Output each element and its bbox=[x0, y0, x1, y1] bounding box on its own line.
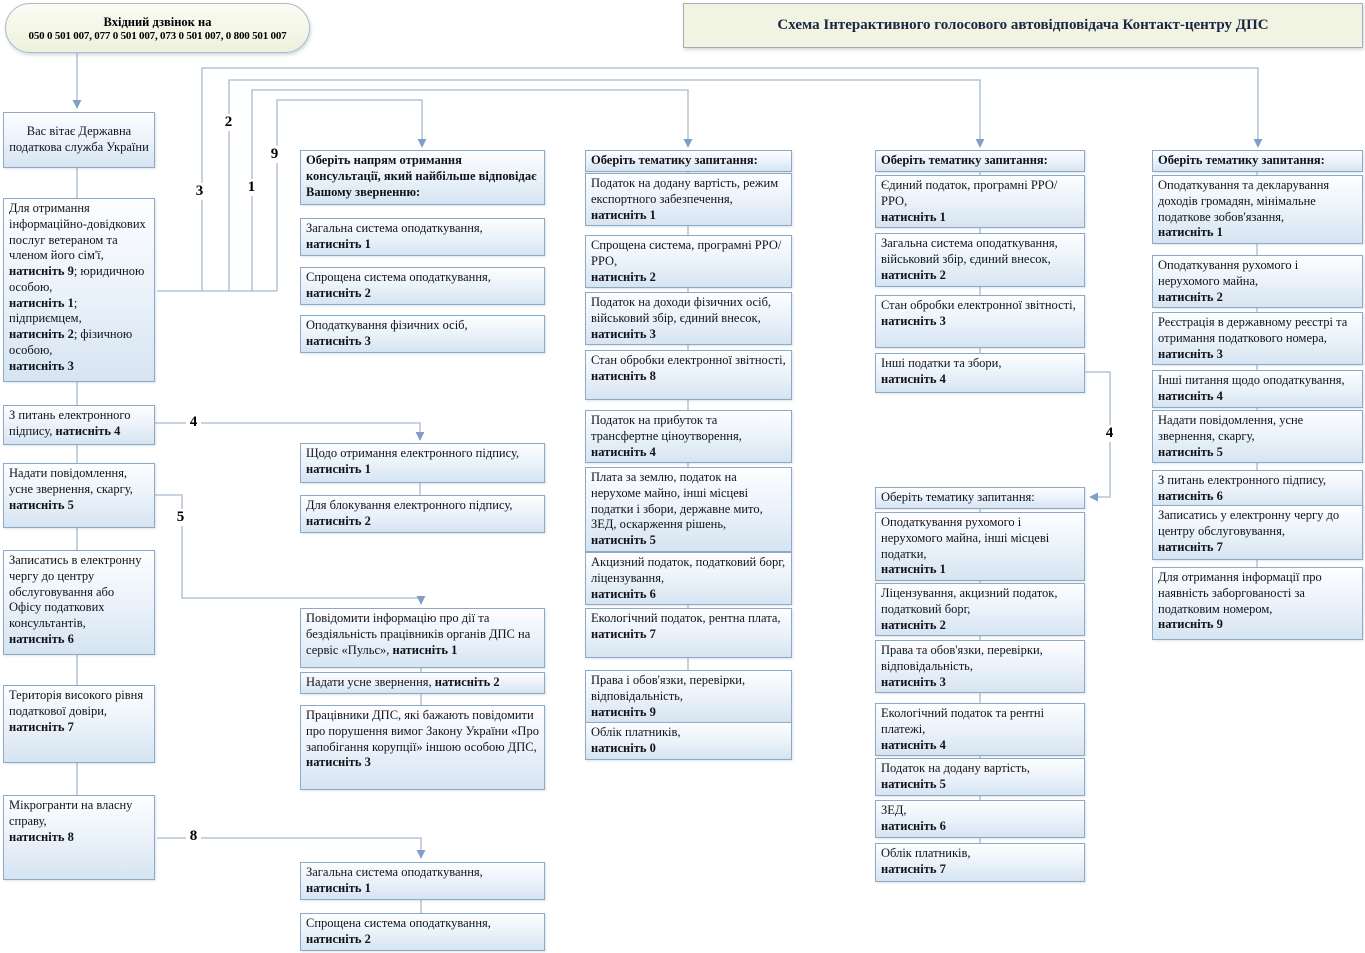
grants-menu-item-general: Загальна система оподаткування, натисніть 1 bbox=[300, 862, 545, 900]
entrepreneur-menu-header: Оберіть тематику запитання: bbox=[875, 150, 1085, 172]
legal-menu-item-9: Права і обов'язки, перевірки, відповідальність, натисніть 9 bbox=[585, 670, 792, 723]
connector-label-press2: 2 bbox=[221, 114, 236, 131]
entrepreneur-other-item-2: Ліцензування, акцизний податок, податковий борг, натисніть 2 bbox=[875, 583, 1085, 636]
node-queue-press6: Записатись в електронну чергу до центру обслуговування або Офісу податкових консультантів, натисніть 6 bbox=[3, 550, 155, 655]
individual-menu-item-2: Оподаткування рухомого і нерухомого майна, натисніть 2 bbox=[1152, 255, 1363, 308]
inter-box-ticks bbox=[420, 170, 1257, 913]
individual-menu-item-7: Записатись у електронну чергу до центру обслуговування, натисніть 7 bbox=[1152, 505, 1363, 560]
veteran-menu-item-individuals: Оподаткування фізичних осіб, натисніть 3 bbox=[300, 315, 545, 353]
connector-label-press8: 8 bbox=[186, 828, 201, 845]
legal-menu-item-8: Стан обробки електронної звітності, натисніть 8 bbox=[585, 350, 792, 400]
node-welcome: Вас вітає Державна податкова служба України bbox=[3, 112, 155, 168]
legal-menu-item-6: Акцизний податок, податковий борг, ліцензування, натисніть 6 bbox=[585, 552, 792, 605]
scheme-title: Схема Інтерактивного голосового автовідповідача Контакт-центру ДПС bbox=[683, 3, 1363, 48]
connector-label-press4: 4 bbox=[186, 414, 201, 431]
pulse-menu-item-oral: Надати усне звернення, натисніть 2 bbox=[300, 672, 545, 694]
grants-menu-item-simplified: Спрощена система оподаткування, натисніть 2 bbox=[300, 913, 545, 951]
entrepreneur-other-item-7: Облік платників, натисніть 7 bbox=[875, 843, 1085, 882]
individual-menu-item-5: Надати повідомлення, усне звернення, скаргу, натисніть 5 bbox=[1152, 410, 1363, 463]
entrepreneur-menu-item-2: Загальна система оподаткування, військовий збір, єдиний внесок, натисніть 2 bbox=[875, 233, 1085, 287]
legal-menu-item-3: Податок на доходи фізичних осіб, військовий збір, єдиний внесок, натисніть 3 bbox=[585, 292, 792, 345]
individual-menu-item-4: Інші питання щодо оподаткування, натисніть 4 bbox=[1152, 370, 1363, 408]
connector-label-press5: 5 bbox=[173, 509, 188, 526]
node-message-press5: Надати повідомлення, усне звернення, скаргу, натисніть 5 bbox=[3, 463, 155, 528]
connector-label-press3: 3 bbox=[192, 183, 207, 200]
connector-label-press4-other: 4 bbox=[1102, 425, 1117, 442]
entrepreneur-other-item-5: Податок на додану вартість, натисніть 5 bbox=[875, 758, 1085, 796]
individual-menu-item-9: Для отримання інформації про наявність заборгованості за податковим номером, натисніть 9 bbox=[1152, 567, 1363, 640]
individual-menu-item-3: Реєстрація в державному реєстрі та отримання податкового номера, натисніть 3 bbox=[1152, 312, 1363, 365]
entrepreneur-menu-item-3: Стан обробки електронної звітності, натисніть 3 bbox=[875, 295, 1085, 348]
entrepreneur-other-item-3: Права та обов'язки, перевірки, відповідальність, натисніть 3 bbox=[875, 640, 1085, 693]
legal-menu-item-7: Екологічний податок, рентна плата, натисніть 7 bbox=[585, 608, 792, 658]
veteran-menu-item-simplified: Спрощена система оподаткування, натисніть 2 bbox=[300, 267, 545, 305]
entrepreneur-menu-item-4: Інші податки та збори, натисніть 4 bbox=[875, 353, 1085, 393]
veteran-menu-item-general: Загальна система оподаткування, натисніть 1 bbox=[300, 218, 545, 256]
pulse-menu-item-corruption: Працівники ДПС, які бажають повідомити про порушення вимог Закону України «Про запобігання корупції» іншою особою ДПС, натисніть 3 bbox=[300, 705, 545, 790]
legal-menu-item-0: Облік платників, натисніть 0 bbox=[585, 722, 792, 760]
incoming-call-title: Вхідний дзвінок на bbox=[103, 14, 212, 29]
connector-label-press9: 9 bbox=[267, 146, 282, 163]
entrepreneur-menu-item-1: Єдиний податок, програмні РРО/РРО, натисніть 1 bbox=[875, 175, 1085, 228]
incoming-call-node bbox=[5, 3, 310, 53]
legal-menu-item-1: Податок на додану вартість, режим експортного забезпечення, натисніть 1 bbox=[585, 173, 792, 226]
pulse-menu-item-report: Повідомити інформацію про дії та бездіяльність працівників органів ДПС на сервіс «Пульс», натисніть 1 bbox=[300, 608, 545, 668]
node-microgrants-press8: Мікрогранти на власну справу, натисніть 8 bbox=[3, 795, 155, 880]
esign-menu-item-get: Щодо отримання електронного підпису, натисніть 1 bbox=[300, 443, 545, 483]
legal-menu-item-5: Плата за землю, податок на нерухоме майно, інші місцеві податки і збори, державне мито, ЗЕД, оскарження рішень, натисніть 5 bbox=[585, 467, 792, 552]
esign-menu-item-block: Для блокування електронного підпису, натисніть 2 bbox=[300, 495, 545, 533]
node-territory-press7: Територія високого рівня податкової довіри, натисніть 7 bbox=[3, 685, 155, 763]
entrepreneur-other-menu-header: Оберіть тематику запитання: bbox=[875, 487, 1085, 509]
entrepreneur-other-item-6: ЗЕД, натисніть 6 bbox=[875, 800, 1085, 838]
incoming-call-numbers: 050 0 501 007, 077 0 501 007, 073 0 501 007, 0 800 501 007 bbox=[28, 29, 287, 42]
individual-menu-item-6: З питань електронного підпису, натисніть 6 bbox=[1152, 470, 1363, 508]
entrepreneur-other-item-4: Екологічний податок та рентні платежі, натисніть 4 bbox=[875, 703, 1085, 756]
legal-menu-item-2: Спрощена система, програмні РРО/РРО, натисніть 2 bbox=[585, 235, 792, 288]
individual-menu-header: Оберіть тематику запитання: bbox=[1152, 150, 1363, 172]
node-main-menu: Для отримання інформаційно-довідкових послуг ветераном та членом його сім'ї, натисніть 9; юридичною особою, натисніть 1; підприємцем, натисніть 2; фізичною особою, натисніть 3 bbox=[3, 198, 155, 382]
node-esign-press4: З питань електронного підпису, натисніть 4 bbox=[3, 405, 155, 445]
individual-menu-item-1: Оподаткування та декларування доходів громадян, мінімальне податкове зобов'язання, натисніть 1 bbox=[1152, 175, 1363, 244]
legal-menu-item-4: Податок на прибуток та трансфертне ціноутворення, натисніть 4 bbox=[585, 410, 792, 463]
legal-menu-header: Оберіть тематику запитання: bbox=[585, 150, 792, 172]
connector-label-press1: 1 bbox=[244, 179, 259, 196]
entrepreneur-other-item-1: Оподаткування рухомого і нерухомого майна, інші місцеві податки, натисніть 1 bbox=[875, 512, 1085, 581]
veteran-menu-header: Оберіть напрям отримання консультації, який найбільше відповідає Вашому зверненню: bbox=[300, 150, 545, 205]
